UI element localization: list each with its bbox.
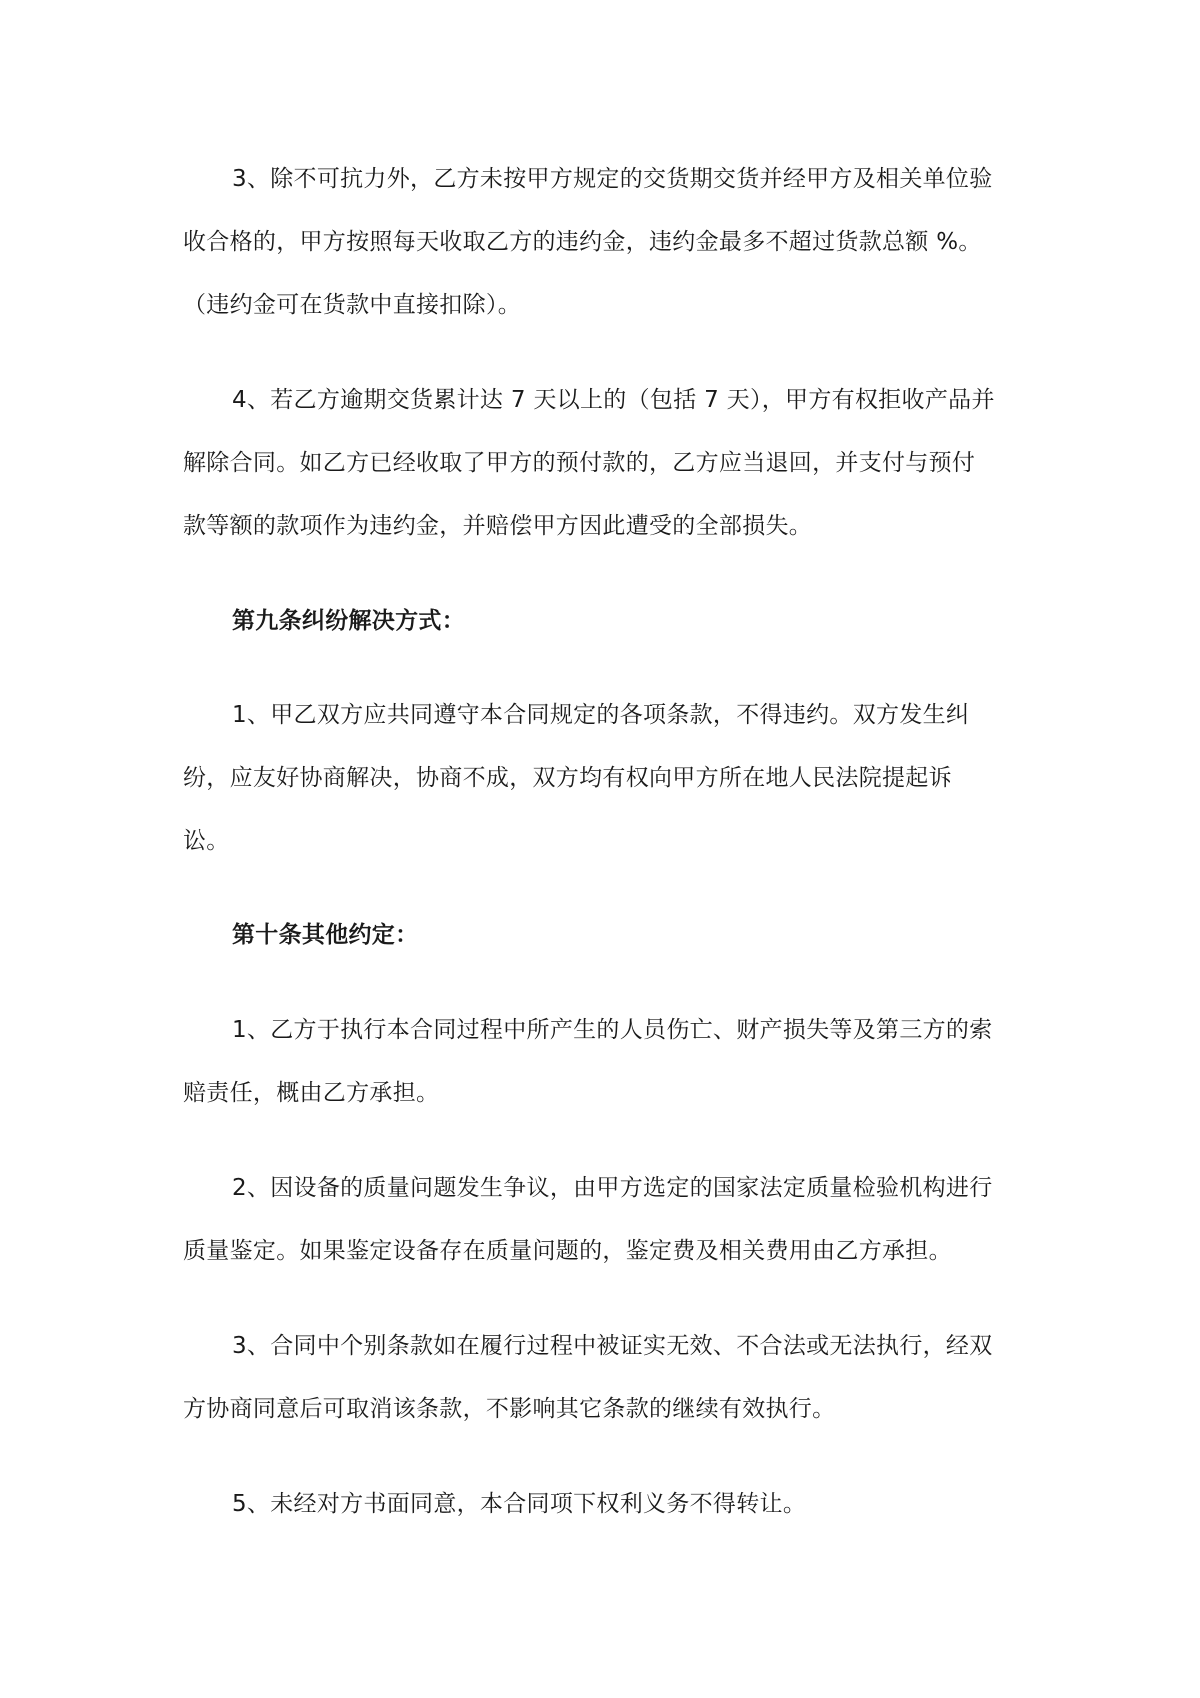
clause-4-line-3: 款等额的款项作为违约金，并赔偿甲方因此遭受的全部损失。 bbox=[183, 513, 813, 539]
other-clause-2-line-2: 质量鉴定。如果鉴定设备存在质量问题的，鉴定费及相关费用由乙方承担。 bbox=[183, 1238, 952, 1264]
dispute-clause-1-line-2: 纷，应友好协商解决，协商不成，双方均有权向甲方所在地人民法院提起诉 bbox=[183, 765, 952, 791]
clause-3-line-2: 收合格的，甲方按照每天收取乙方的违约金，违约金最多不超过货款总额 %。 bbox=[183, 229, 982, 255]
other-clause-3-line-2: 方协商同意后可取消该条款，不影响其它条款的继续有效执行。 bbox=[183, 1396, 836, 1422]
clause-3-line-1: 3、除不可抗力外，乙方未按甲方规定的交货期交货并经甲方及相关单位验 bbox=[232, 166, 993, 192]
other-clause-3-line-1: 3、合同中个别条款如在履行过程中被证实无效、不合法或无法执行，经双 bbox=[232, 1333, 993, 1359]
other-clause-1-line-1: 1、乙方于执行本合同过程中所产生的人员伤亡、财产损失等及第三方的索 bbox=[232, 1017, 993, 1043]
dispute-clause-1-line-1: 1、甲乙双方应共同遵守本合同规定的各项条款，不得违约。双方发生纠 bbox=[232, 702, 970, 728]
other-clause-5-line-1: 5、未经对方书面同意，本合同项下权利义务不得转让。 bbox=[232, 1491, 807, 1517]
dispute-clause-1-line-3: 讼。 bbox=[183, 828, 230, 854]
other-clause-2-line-1: 2、因设备的质量问题发生争议，由甲方选定的国家法定质量检验机构进行 bbox=[232, 1175, 993, 1201]
clause-4-line-1: 4、若乙方逾期交货累计达 7 天以上的（包括 7 天），甲方有权拒收产品并 bbox=[232, 387, 995, 413]
section-heading-article-10: 第十条其他约定： bbox=[232, 922, 419, 948]
other-clause-1-line-2: 赔责任，概由乙方承担。 bbox=[183, 1080, 440, 1106]
section-heading-article-9: 第九条纠纷解决方式： bbox=[232, 608, 465, 634]
clause-3-line-3: （违约金可在货款中直接扣除）。 bbox=[183, 292, 521, 318]
clause-4-line-2: 解除合同。如乙方已经收取了甲方的预付款的，乙方应当退回，并支付与预付 bbox=[183, 450, 976, 476]
